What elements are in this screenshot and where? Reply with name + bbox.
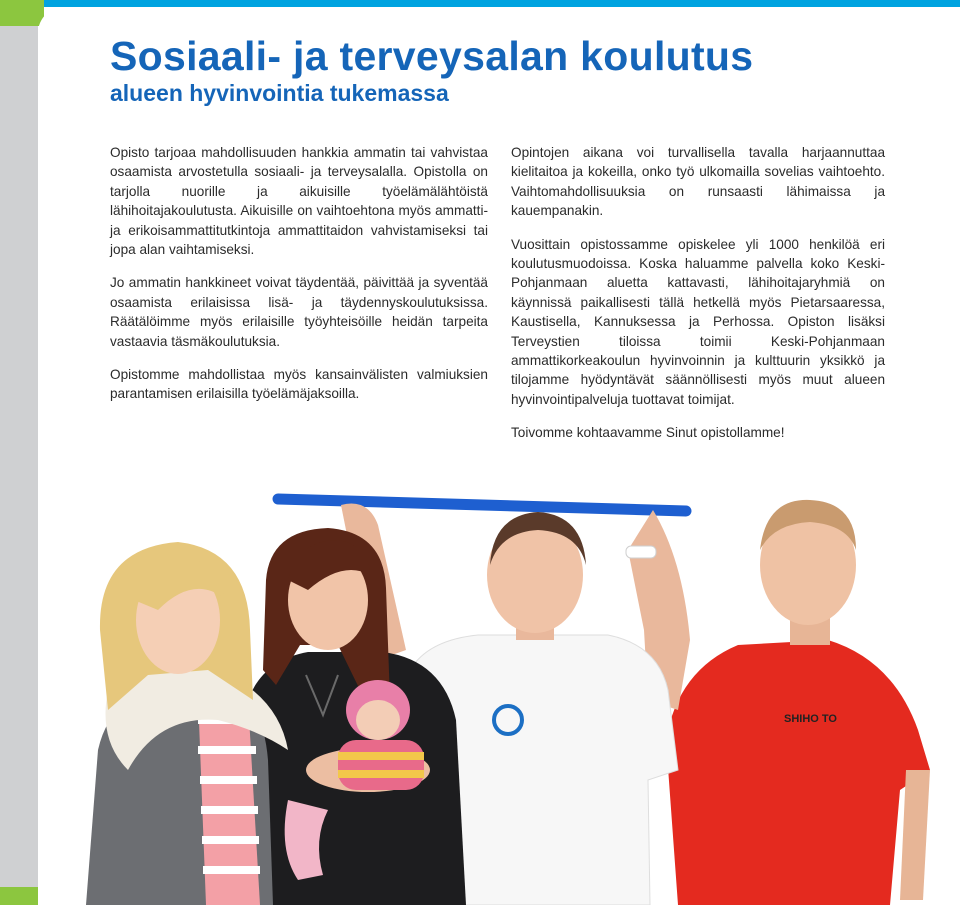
paragraph: Vuosittain opistossamme opiskelee yli 1000 henkilöä eri koulutusmuodoissa. Koska haluamme palvella koko Keski-Pohjanmaan aluetta kattavasti, lähihoitajaryhmiä on käynnissä paikallisesti tällä hetkellä myös Pietarsaaressa, Kaustisella, Kannuksessa ja Perhossa. Opiston lisäksi Terveystien tiloissa toimii Keski-Pohjanmaan ammattikorkeakoulun hyvinvoinnin ja kulttuurin yksikkö ja tilojamme hyödyntävät säännöllisesti myös muut alueen hyvinvointipalveluja tuottavat toimijat. [511,236,885,407]
paragraph: Toivomme kohtaavamme Sinut opistollamme! [511,425,785,441]
right-text-column [511,143,885,457]
corner-accent [0,0,44,26]
bottom-corner-accent [0,887,38,905]
left-margin-strip [0,26,38,905]
shirt-print: SHIHO TO [784,713,837,725]
left-text-column [110,143,488,418]
paragraph: Opistomme mahdollistaa myös kansainvälisten valmiuksien parantamisen erilaisilla työelämäjaksoilla. [110,367,488,402]
students-photo [38,470,960,905]
page-subtitle: alueen hyvinvointia tukemassa [110,80,449,106]
page-title: Sosiaali- ja terveysalan koulutus [110,33,754,79]
paragraph: Jo ammatin hankkineet voivat täydentää, päivittää ja syventää osaamista erilaisissa lisä- ja täydennyskoulutuksissa. Räätälöimme myös erilaisille työyhteisöille heidän tarpeita vastaavia täsmäkoulutuksia. [110,275,488,349]
paragraph: Opintojen aikana voi turvallisella tavalla harjaannuttaa kielitaitoa ja kokeilla, onko työ ulkomailla sovelias vaihtoehto. Vaihtomahdollisuuksia on runsaasti lähimaissa ja kauempanakin. [511,145,885,219]
top-accent-bar [0,0,960,7]
students-illustration [38,470,960,905]
paragraph: Opisto tarjoaa mahdollisuuden hankkia ammatin tai vahvistaa osaamista arvostetulla sosiaali- ja terveysalalla. Opistolla on tarjolla nuorille ja aikuisille työelämälähtöistä lähihoitajakoulutusta. Aikuisille on vaihtoehtona myös ammatti- ja erikoisammattitutkintoja ammattitaidon vahvistamiseksi tai jopa alan vaihtamiseksi. [110,145,488,258]
